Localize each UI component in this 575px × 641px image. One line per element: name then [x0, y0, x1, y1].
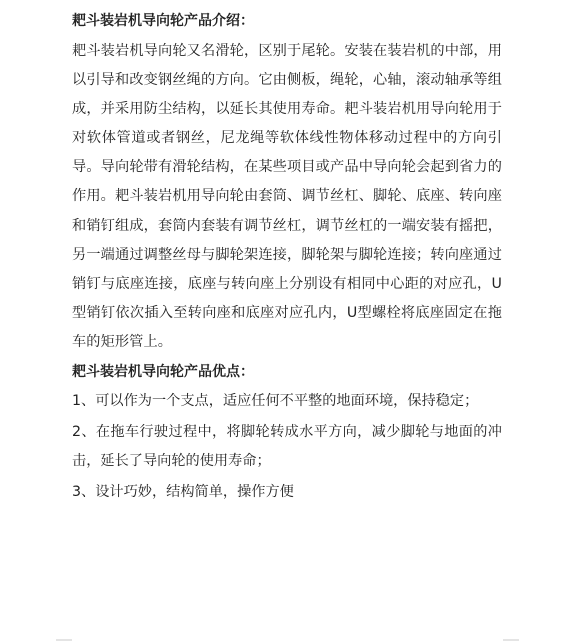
advantage-item-1: 1、可以作为一个支点，适应任何不平整的地面环境，保持稳定；	[72, 393, 479, 410]
advantages-list	[72, 387, 502, 507]
advantage-item-2: 2、在拖车行驶过程中，将脚轮转成水平方向，减少脚轮与地面的冲击，延长了导向轮的使用寿命；	[72, 424, 502, 470]
advantage-item-3: 3、设计巧妙，结构简单，操作方便	[72, 484, 294, 501]
advantages-heading: 耙斗装岩机导向轮产品优点：	[72, 364, 254, 381]
intro-heading: 耙斗装岩机导向轮产品介绍：	[72, 13, 254, 29]
intro-paragraph: 耙斗装岩机导向轮又名滑轮，区别于尾轮。安装在装岩机的中部，用以引导和改变钢丝绳的方向。它由侧板，绳轮，心轴，滚动轴承等组成，并采用防尘结构，以延长其使用寿命。耙斗装岩机用导向轮用于对软体管道或者钢丝，尼龙绳等软体线性物体移动过程中的方向引导。导向轮带有滑轮结构，在某些项目或产品中导向轮会起到省力的作用。耙斗装岩机用导向轮由套筒、调节丝杠、脚轮、底座、转向座和销钉组成，套筒内套装有调节丝杠，调节丝杠的一端安装有摇把，另一端通过调整丝母与脚轮架连接，脚轮架与脚轮连接；转向座通过销钉与底座连接，底座与转向座上分别设有相同中心距的对应孔，U型销钉依次插入至转向座和底座对应孔内，U型螺栓将底座固定在拖车的矩形管上。	[72, 43, 502, 350]
article	[72, 6, 502, 507]
